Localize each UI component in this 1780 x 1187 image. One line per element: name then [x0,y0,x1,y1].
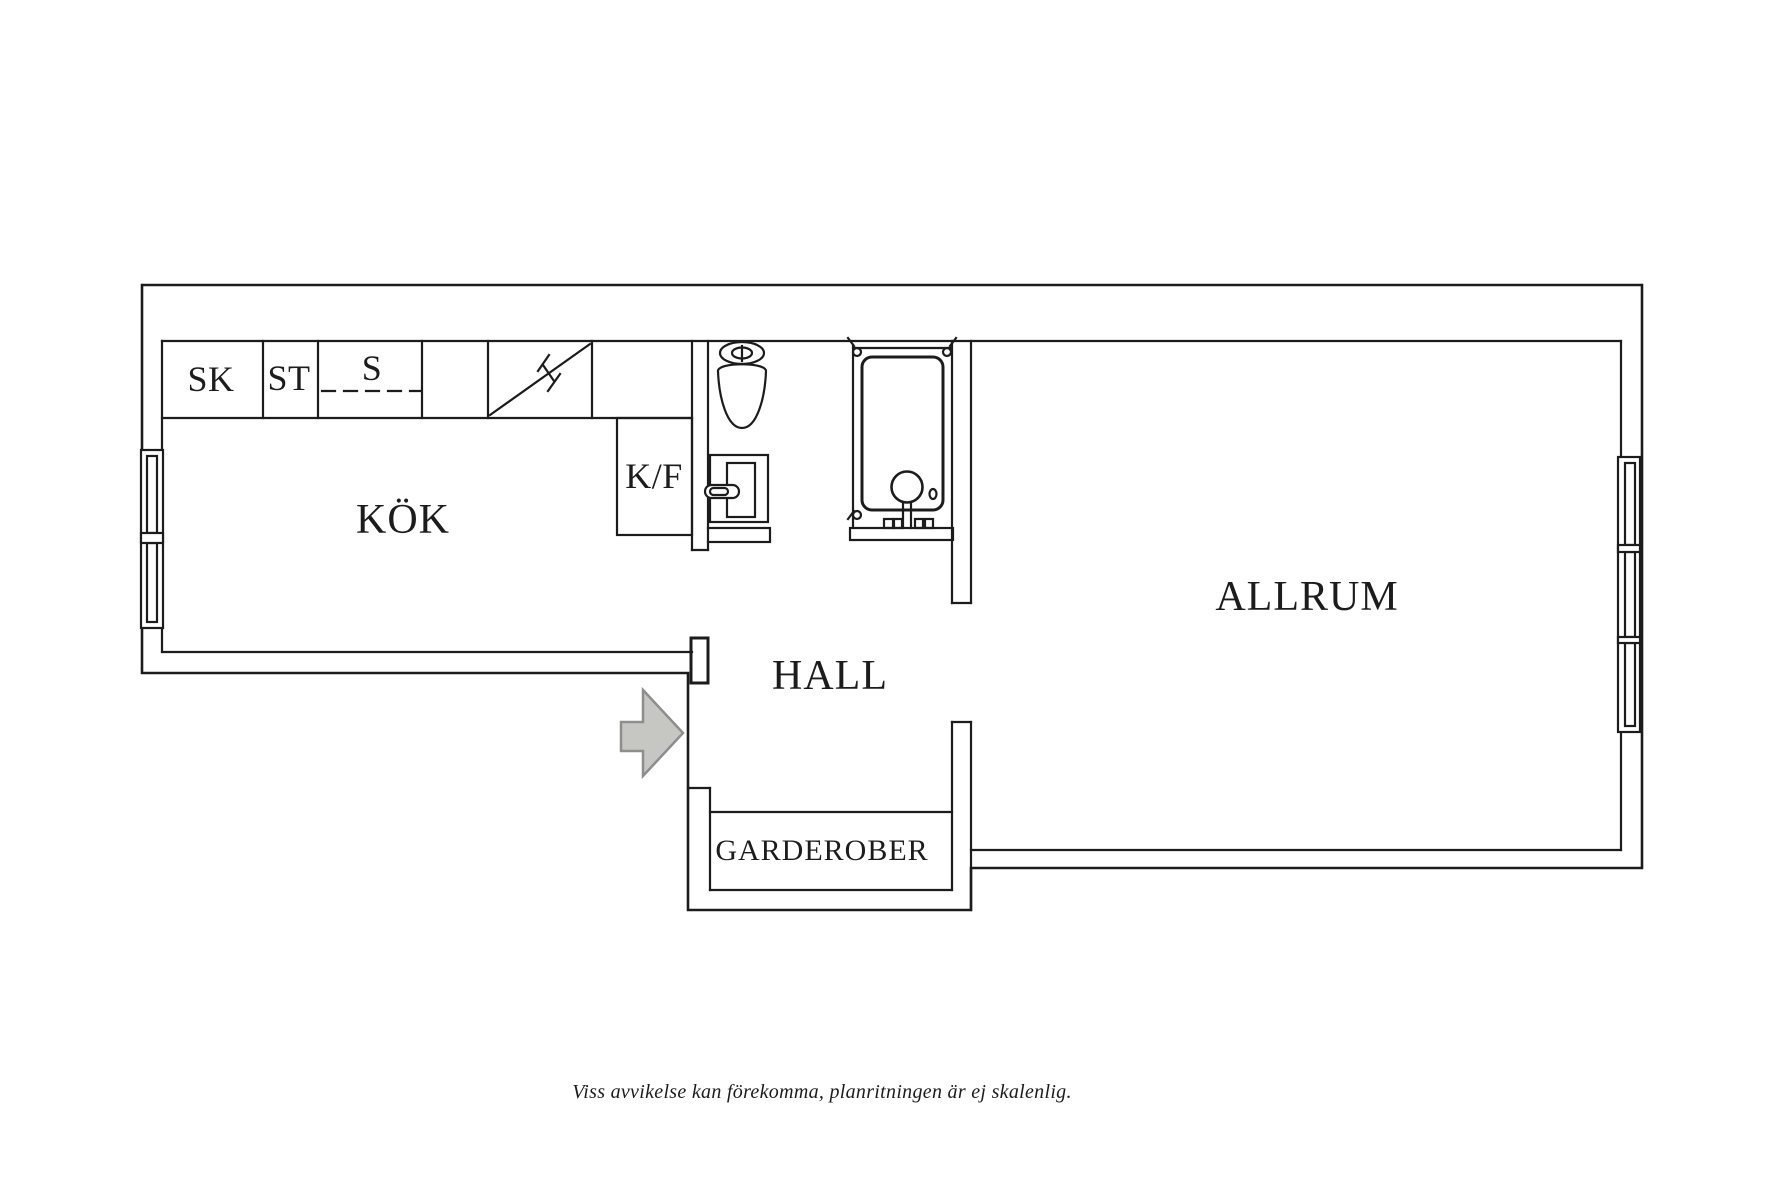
room-label-allrum: ALLRUM [1215,574,1399,620]
bathtub-ledge [850,528,953,540]
cabinet-label-kf: K/F [625,456,683,496]
stove-symbol-icon [490,344,590,415]
window-left-icon [141,450,163,628]
bathroom-left-wall [692,341,770,550]
cabinet-label-st: ST [267,358,311,398]
entrance-door-jamb [691,638,708,683]
disclaimer-caption: Viss avvikelse kan förekomma, planritningen är ej skalenlig. [572,1081,1072,1103]
kitchen-cabinets [162,341,692,418]
bathroom-allrum-wall [952,341,971,603]
toilet-icon [718,342,766,428]
shower-head-icon [884,472,933,529]
hall-allrum-wall [952,722,971,910]
cabinet-label-sk: SK [187,359,235,399]
sink-icon [705,455,768,522]
window-right-icon [1618,457,1640,732]
room-label-hall: HALL [772,653,888,699]
room-label-kok: KÖK [356,497,450,543]
cabinet-label-s: S [361,348,383,388]
entrance-arrow-icon [621,690,683,776]
room-label-garderober: GARDEROBER [715,834,929,867]
